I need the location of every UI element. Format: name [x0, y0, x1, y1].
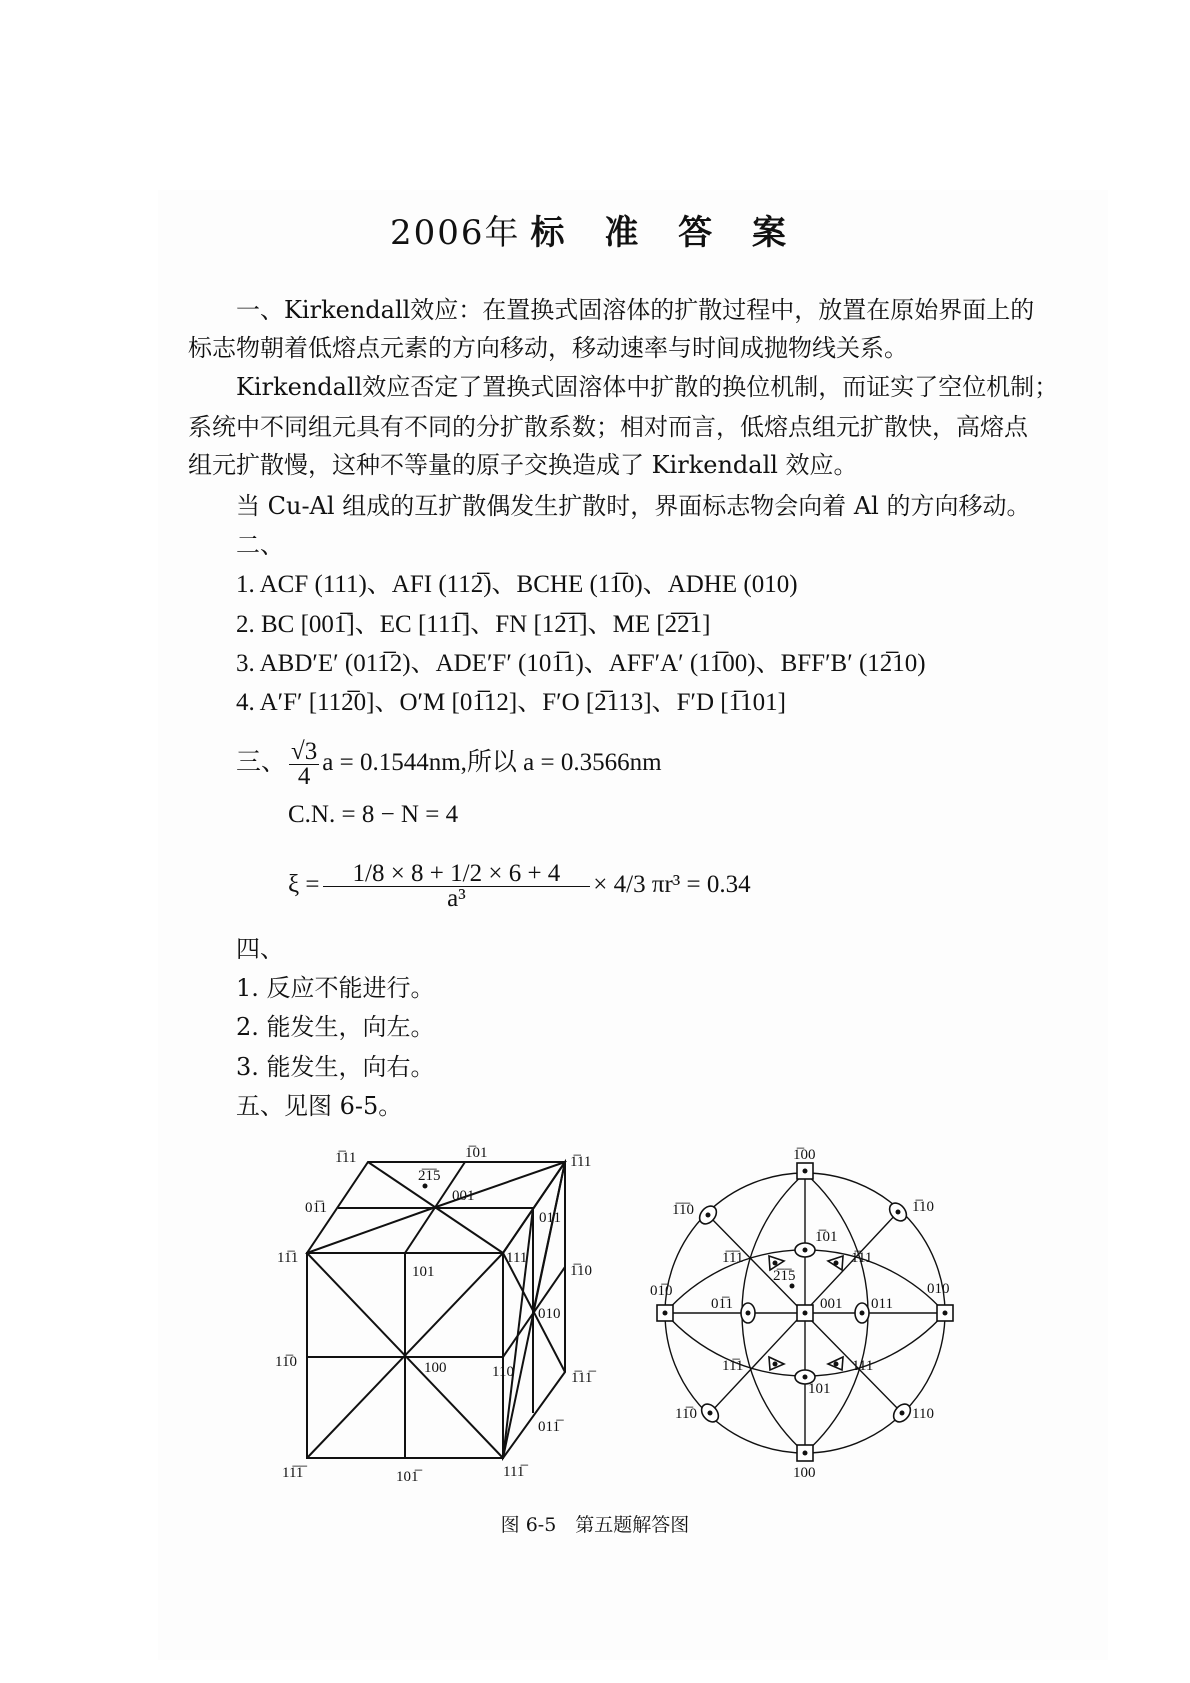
- s4-heading: 四、: [236, 935, 284, 963]
- s2-item: 2. BC [001̅]、EC [111̅]、FN [12̅1̅]、ME [2̅2̅1]: [236, 611, 711, 638]
- s5-heading: 五、见图 6-5。: [236, 1092, 403, 1120]
- stereo-label: 100: [793, 1465, 816, 1481]
- s4-item: 3. 能发生，向右。: [236, 1053, 435, 1081]
- s1-line: 组元扩散慢，这种不等量的原子交换造成了 Kirkendall 效应。: [188, 451, 858, 479]
- stereo-label: 001: [820, 1296, 843, 1312]
- cube-label: 11̅1: [277, 1250, 299, 1266]
- cube-label: 1̅11̅: [571, 1370, 593, 1386]
- stereo-label: 1̅1̅0: [672, 1202, 694, 1218]
- s1-line: 当 Cu-Al 组成的互扩散偶发生扩散时，界面标志物会向着 Al 的方向移动。: [236, 492, 1031, 520]
- cube-label: 01̅1: [305, 1200, 327, 1216]
- stereo-label: 111: [852, 1358, 874, 1374]
- page-title: 2006年 标 准 答 案: [389, 213, 801, 253]
- cube-label: 111̅: [503, 1464, 525, 1480]
- s4-item: 1. 反应不能进行。: [236, 974, 435, 1002]
- s3-eq3: ξ = $\frac{1/8 \times 8 + 1/2 \times 6 + 4}{\text{a³}}$ × 4/3 πr³ = 0.34: [288, 860, 751, 912]
- s1-line: 系统中不同组元具有不同的分扩散系数；相对而言，低熔点组元扩散快，高熔点: [188, 413, 1028, 441]
- stereo-label: 011: [871, 1296, 893, 1312]
- s2-item: 3. ABD′E′ (011̅2)、ADE′F′ (101̅1)、AFF′A′ (11̅00)、BFF′B′ (12̅10): [236, 650, 926, 677]
- cube-label: 11̅0: [275, 1354, 297, 1370]
- stereo-label: 101: [808, 1381, 831, 1397]
- cube-labels: [275, 1145, 596, 1485]
- s3-eq1: 三、 $\frac{√3}{4}$ a = 0.1544nm,所以 a = 0.3566nm: [236, 738, 662, 790]
- stereo-label: 1̅11: [851, 1250, 873, 1266]
- stereo-label: 110: [912, 1406, 934, 1422]
- cube-label: 1̅01: [465, 1145, 488, 1161]
- cube-label: 110: [492, 1364, 514, 1380]
- cube-label: 111: [506, 1250, 528, 1266]
- cube-label: 1̅11: [570, 1154, 592, 1170]
- stereo-label: 01̅0: [650, 1283, 673, 1299]
- stereo-label: 1̅00: [793, 1147, 816, 1163]
- s3-eq2: C.N. = 8 − N = 4: [288, 801, 459, 828]
- s2-heading: 二、: [236, 531, 284, 559]
- cube-label: 011̅: [538, 1419, 560, 1435]
- cube-label: 001: [452, 1188, 475, 1204]
- stereo-label: 11̅1: [722, 1358, 744, 1374]
- cube-label: 101̅: [396, 1469, 419, 1485]
- s1-line: Kirkendall效应否定了置换式固溶体中扩散的换位机制，而证实了空位机制；: [236, 373, 1059, 401]
- stereo-label: 01̅1: [711, 1296, 733, 1312]
- cube-label: 101: [412, 1264, 435, 1280]
- stereo-label: 1̅10: [912, 1199, 934, 1215]
- s1-line: 一、Kirkendall效应：在置换式固溶体的扩散过程中，放置在原始界面上的: [236, 296, 1035, 324]
- cube-diagram: [307, 1162, 565, 1458]
- figure-caption: 图 6-5 第五题解答图: [500, 1514, 690, 1536]
- cube-label: 11̅1̅: [282, 1465, 304, 1481]
- stereo-label: 1̅1̅1: [722, 1250, 744, 1266]
- cube-label: 1̅11: [335, 1150, 357, 1166]
- s2-item: 1. ACF (111)、AFI (112̅)、BCHE (11̅0)、ADHE (010): [236, 571, 798, 598]
- s4-item: 2. 能发生，向左。: [236, 1013, 435, 1041]
- stereo-label: 1̅01: [815, 1229, 838, 1245]
- cube-label: 010: [538, 1306, 561, 1322]
- stereo-label: 010: [927, 1281, 950, 1297]
- stereo-label: 2̅1̅5: [773, 1268, 796, 1284]
- cube-label: 011: [539, 1210, 561, 1226]
- cube-label: 100: [424, 1360, 447, 1376]
- cube-label: 1̅10: [570, 1263, 592, 1279]
- s1-line: 标志物朝着低熔点元素的方向移动，移动速率与时间成抛物线关系。: [188, 334, 908, 362]
- s2-item: 4. A′F′ [112̅0]、O′M [01̅12]、F′O [2̅113]、F′D [1̅101]: [236, 689, 787, 716]
- stereo-label: 11̅0: [675, 1406, 697, 1422]
- cube-label: 2̅1̅5: [418, 1168, 441, 1184]
